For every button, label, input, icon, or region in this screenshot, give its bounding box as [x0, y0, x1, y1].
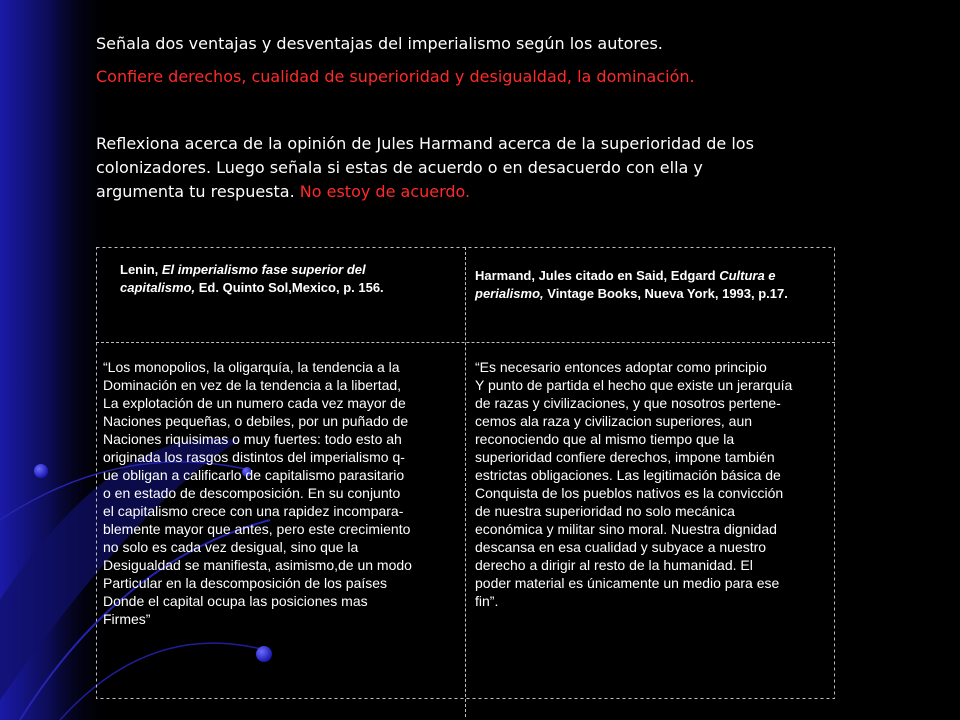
question-2: [96, 132, 796, 204]
left-citation-rest: Ed. Quinto Sol,Mexico, p. 156.: [195, 280, 384, 295]
harmand-quote: “Es necesario entonces adoptar como principio Y punto de partida el hecho que existe un jerarquía de razas y civilizaciones, y que nosotros pertene- cemos ala raza y civilizacion superiores, aun reconociendo que al mismo tiempo que la superioridad confiere derechos, impone también estrictas obligaciones. Las legitimación básica de Conquista de los pueblos nativos es la convicción de nuestra superioridad no solo mecánica económica y militar sino moral. Nuestra dignidad descansa en esa cualidad y subyace a nuestro derecho a dirigir al resto de la humanidad. El poder material es únicamente un medio para ese fin”.: [475, 359, 793, 609]
left-citation-author: Lenin,: [120, 262, 162, 277]
answer-1: Confiere derechos, cualidad de superioridad y desigualdad, la dominación.: [96, 67, 695, 86]
question-2-text: Reflexiona acerca de la opinión de Jules Harmand acerca de la superioridad de los colonizadores. Luego señala si estas de acuerdo o en desacuerdo con ella y argumenta tu respuesta.: [96, 134, 754, 201]
answer-2: No estoy de acuerdo.: [299, 182, 471, 201]
lenin-quote: “Los monopolios, la oligarquía, la tendencia a la Dominación en vez de la tendencia a la libertad, La explotación de un numero cada vez mayor de Naciones pequeñas, o debiles, por un puñado de Naciones riquisimas o muy fuertes: todo esto ah originada los rasgos distintos del imperialismo q- ue obligan a calificarlo de capitalismo parasitario o en estado de descomposición. En su conjunto el capitalismo crece con una rapidez incompara- blemente mayor que antes, pero este crecimiento no solo es cada vez desigual, sino que la Desigualdad se manifiesta, asimismo,de un modo Particular en la descomposición de los países Donde el capital ocupa las posiciones mas Firmes”: [103, 359, 412, 627]
right-citation-title: Cultura e perialismo,: [475, 268, 776, 301]
table-column-divider: [465, 247, 466, 717]
left-citation-title: El imperialismo fase superior del capitalismo,: [120, 262, 366, 295]
right-citation-author: Harmand, Jules citado en Said, Edgard: [475, 268, 720, 283]
left-citation: [120, 261, 405, 297]
decor-dot-1: [34, 464, 48, 478]
right-citation-rest: Vintage Books, Nueva York, 1993, p.17.: [543, 286, 788, 301]
table-row-divider: [96, 342, 835, 343]
right-citation: [475, 267, 835, 303]
question-1: Señala dos ventajas y desventajas del imperialismo según los autores.: [96, 34, 663, 53]
